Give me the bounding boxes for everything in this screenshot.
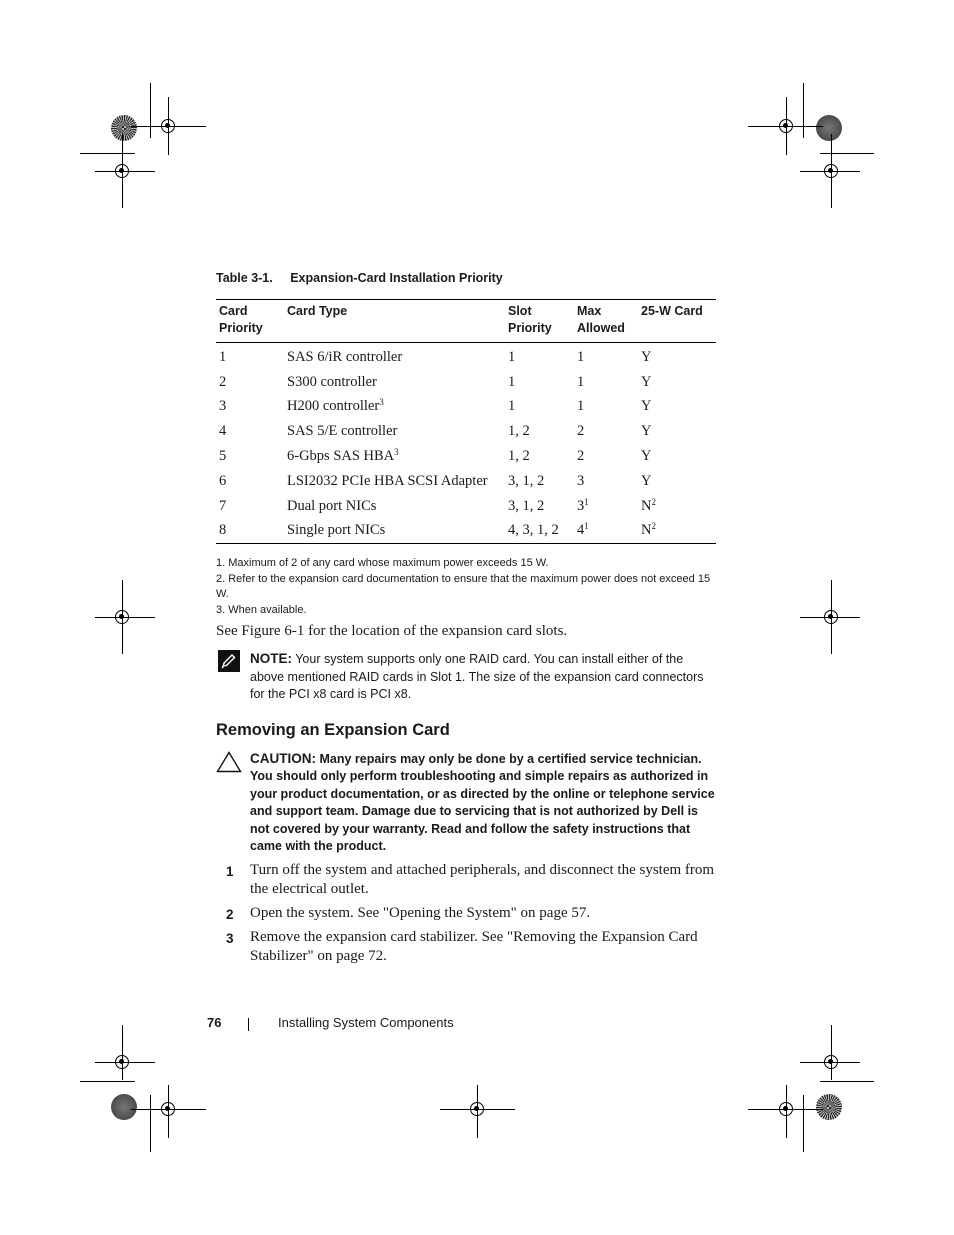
cell-max-allowed-value: 4 [577,522,585,539]
color-bar-icon [816,1094,842,1120]
cell-max-allowed-value: 1 [577,348,585,365]
step-number: 2 [226,907,234,922]
table-body [216,343,716,544]
table-row [216,519,716,544]
cell-25w-card-value: N [641,522,652,539]
table-row [216,444,716,469]
cell-card-type-value: SAS 5/E controller [287,423,398,440]
caution-triangle-icon [216,751,242,773]
figure-reference-text: See Figure 6-1 for the location of the expansion card slots. [216,623,568,639]
cell-card-type-value: LSI2032 PCIe HBA SCSI Adapter [287,472,488,489]
col-header-card-priority: Card Priority [219,304,263,335]
cell-max-allowed [574,444,638,469]
cell-max-allowed-value: 3 [577,497,585,514]
step-text: Open the system. See "Opening the System" on page 57. [250,905,591,921]
cell-slot-priority [505,469,574,494]
cell-card-type [284,519,505,544]
cell-slot-priority [505,419,574,444]
table-row [216,469,716,494]
registration-mark-icon [824,1055,838,1069]
col-header-max-allowed: Max Allowed [577,304,625,335]
cell-card-priority-value: 5 [219,448,227,465]
cell-25w-card-value: Y [641,373,652,390]
cell-25w-card-value: Y [641,398,652,415]
table-row [216,395,716,420]
cell-card-type-value: 6-Gbps SAS HBA [287,448,395,465]
color-bar-icon [111,1094,137,1120]
cell-slot-priority [505,519,574,544]
cell-slot-priority-value: 1, 2 [508,423,530,440]
table-row [216,419,716,444]
note-block [250,650,718,704]
cell-card-type-value: SAS 6/iR controller [287,348,403,365]
note-pencil-icon [218,650,240,672]
registration-mark-icon [779,1102,793,1116]
cell-25w-card-value: Y [641,472,652,489]
cell-slot-priority [505,343,574,370]
caution-text: Many repairs may only be done by a certified service technician. You should only perform troubleshooting and simple repairs as authorized in your product documentation, or as directed by the online or telephone service and support team. Damage due to servicing that is not authorized by Dell is not covered by your warranty. Read and follow the safety instructions that came with the product. [250,752,715,854]
cell-max-allowed-value: 2 [577,423,585,440]
note-label: NOTE: [250,651,292,666]
registration-mark-icon [115,164,129,178]
cell-max-allowed [574,343,638,370]
cell-slot-priority [505,494,574,519]
footnote-marker: 1 [584,521,589,532]
cell-max-allowed [574,395,638,420]
color-bar-icon [816,115,842,141]
cell-card-type [284,343,505,370]
table-row [216,370,716,395]
cell-slot-priority-value: 3, 1, 2 [508,472,545,489]
cell-card-type [284,370,505,395]
footnote-2: 2. Refer to the expansion card documentation to ensure that the maximum power does not exceed 15 W. [216,572,711,600]
registration-mark-icon [115,610,129,624]
registration-mark-icon [161,119,175,133]
col-header-25w-card: 25-W Card [641,304,703,318]
caution-label: CAUTION: [250,751,316,766]
cell-card-priority-value: 7 [219,497,227,514]
cell-25w-card [638,370,716,395]
table-footnotes [216,556,718,618]
cell-max-allowed [574,370,638,395]
cell-slot-priority [505,370,574,395]
cell-max-allowed-value: 2 [577,448,585,465]
cell-card-type-value: H200 controller [287,398,380,415]
cell-card-type [284,419,505,444]
table-number: Table 3-1. [216,271,273,285]
caution-block [250,750,718,855]
cell-card-priority [216,444,284,469]
cell-25w-card-value: Y [641,423,652,440]
page-number: 76 [207,1015,222,1030]
cell-slot-priority-value: 1 [508,398,516,415]
cell-card-priority [216,395,284,420]
procedure-steps [226,861,718,971]
step-text: Turn off the system and attached peripherals, and disconnect the system from the electrical outlet. [250,862,715,897]
cell-25w-card [638,444,716,469]
table-row [216,494,716,519]
table-header-row [216,300,716,343]
registration-mark-icon [161,1102,175,1116]
cell-slot-priority-value: 3, 1, 2 [508,497,545,514]
cell-25w-card-value: N [641,497,652,514]
expansion-card-table [216,299,716,544]
step-item [226,861,718,899]
cell-card-priority-value: 4 [219,423,227,440]
cell-card-type-value: Single port NICs [287,522,386,539]
footnote-marker: 3 [379,397,384,408]
step-number: 3 [226,931,234,946]
cell-slot-priority [505,395,574,420]
footnote-3: 3. When available. [216,603,307,616]
cell-max-allowed [574,419,638,444]
color-bar-icon [111,115,137,141]
cell-25w-card [638,395,716,420]
cell-card-priority-value: 3 [219,398,227,415]
table-row [216,343,716,370]
footer-divider [248,1018,249,1031]
cell-max-allowed [574,519,638,544]
cell-25w-card [638,469,716,494]
cell-max-allowed [574,494,638,519]
footer-section-title: Installing System Components [278,1015,454,1030]
cell-slot-priority [505,444,574,469]
step-item [226,928,718,966]
note-text: Your system supports only one RAID card. You can install either of the above mentioned RAID cards in Slot 1. The size of the expansion card connectors for the PCI x8 card is PCI x8. [250,652,704,702]
col-header-slot-priority: Slot Priority [508,304,552,335]
cell-card-priority-value: 6 [219,472,227,489]
cell-card-priority [216,469,284,494]
cell-card-type [284,494,505,519]
cell-25w-card [638,419,716,444]
registration-mark-icon [115,1055,129,1069]
footnote-marker: 2 [651,496,656,507]
step-item [226,904,718,923]
footnote-marker: 1 [584,496,589,507]
cell-slot-priority-value: 1, 2 [508,448,530,465]
cell-card-priority [216,343,284,370]
section-heading: Removing an Expansion Card [216,721,450,739]
cell-card-priority-value: 1 [219,348,227,365]
table-title: Expansion-Card Installation Priority [290,271,503,285]
cell-card-priority [216,370,284,395]
table-caption [216,271,503,285]
cell-slot-priority-value: 1 [508,348,516,365]
cell-card-type [284,469,505,494]
registration-mark-icon [470,1102,484,1116]
cell-25w-card [638,519,716,544]
cell-25w-card [638,343,716,370]
cell-max-allowed-value: 3 [577,472,585,489]
cell-25w-card-value: Y [641,348,652,365]
cell-25w-card [638,494,716,519]
cell-25w-card-value: Y [641,448,652,465]
cell-card-priority-value: 8 [219,522,227,539]
step-text: Remove the expansion card stabilizer. See "Removing the Expansion Card Stabilizer" on page 72. [250,929,698,964]
cell-max-allowed [574,469,638,494]
cell-card-priority [216,519,284,544]
cell-card-type-value: Dual port NICs [287,497,377,514]
cell-card-type [284,444,505,469]
cell-max-allowed-value: 1 [577,398,585,415]
cell-card-priority [216,419,284,444]
col-header-card-type: Card Type [287,304,348,318]
cell-card-priority-value: 2 [219,373,227,390]
cell-card-type [284,395,505,420]
cell-slot-priority-value: 1 [508,373,516,390]
step-number: 1 [226,864,234,879]
footnote-marker: 3 [394,447,399,458]
registration-mark-icon [824,164,838,178]
cell-card-type-value: S300 controller [287,373,377,390]
footnote-1: 1. Maximum of 2 of any card whose maximum power exceeds 15 W. [216,557,549,569]
cell-slot-priority-value: 4, 3, 1, 2 [508,522,559,539]
cell-card-priority [216,494,284,519]
registration-mark-icon [779,119,793,133]
cell-max-allowed-value: 1 [577,373,585,390]
registration-mark-icon [824,610,838,624]
footnote-marker: 2 [651,521,656,532]
